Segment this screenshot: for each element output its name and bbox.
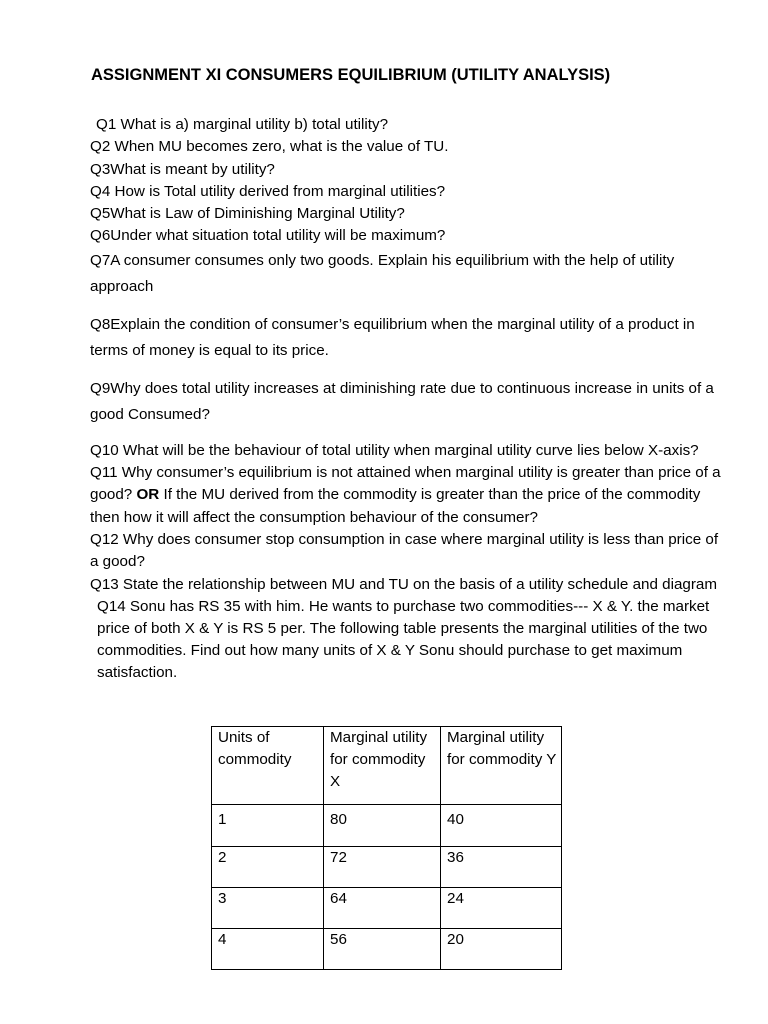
cell-units: 2: [212, 847, 324, 888]
question-2: Q2 When MU becomes zero, what is the value of TU.: [90, 138, 449, 156]
question-5: Q5What is Law of Diminishing Marginal Utility?: [90, 205, 405, 223]
question-1: Q1 What is a) marginal utility b) total utility?: [96, 116, 389, 133]
cell-mu-y: 40: [441, 805, 562, 847]
question-11: [90, 462, 726, 529]
question-14: Q14 Sonu has RS 35 with him. He wants to purchase two commodities--- X & Y. the market price of both X & Y is RS 5 per. The following table presents the marginal utilities of the two commodities. Find out how many units of X & Y Sonu should purchase to get maximum satisfaction.: [97, 597, 710, 681]
cell-units: 3: [212, 888, 324, 929]
question-9: Q9Why does total utility increases at diminishing rate due to continuous increase in units of a good Consumed?: [90, 379, 714, 423]
cell-mu-x: 80: [324, 805, 441, 847]
table-row: [212, 929, 562, 970]
cell-mu-y: 36: [441, 847, 562, 888]
table-row: [212, 888, 562, 929]
question-4: Q4 How is Total utility derived from marginal utilities?: [90, 182, 446, 200]
question-11-part-1: Q11 Why consumer’s equilibrium is not attained when marginal utility is greater than price of a good?: [90, 464, 721, 504]
header-units: Units of commodity: [212, 727, 324, 805]
table-header-row: [212, 727, 562, 805]
table-row: [212, 847, 562, 888]
header-mu-y: Marginal utility for commodity Y: [441, 727, 562, 805]
cell-mu-y: 24: [441, 888, 562, 929]
header-mu-x: Marginal utility for commodity X: [324, 727, 441, 805]
cell-mu-x: 72: [324, 847, 441, 888]
question-list: [90, 114, 726, 684]
cell-mu-x: 56: [324, 929, 441, 970]
table-row: [212, 805, 562, 847]
cell-units: 4: [212, 929, 324, 970]
question-13: Q13 State the relationship between MU and TU on the basis of a utility schedule and diagram: [90, 575, 717, 593]
cell-units: 1: [212, 805, 324, 847]
marginal-utility-table: [211, 726, 562, 970]
question-12: Q12 Why does consumer stop consumption in case where marginal utility is less than price of a good?: [90, 530, 719, 571]
assignment-title: ASSIGNMENT XI CONSUMERS EQUILIBRIUM (UTILITY ANALYSIS): [91, 66, 611, 84]
question-11-part-2: If the MU derived from the commodity is greater than the price of the commodity then how it will affect the consumption behaviour of the consumer?: [90, 486, 701, 526]
cell-mu-x: 64: [324, 888, 441, 929]
question-11-or: OR: [136, 486, 160, 504]
cell-mu-y: 20: [441, 929, 562, 970]
question-6: Q6Under what situation total utility will be maximum?: [90, 227, 446, 245]
question-8: Q8Explain the condition of consumer’s equilibrium when the marginal utility of a product in terms of money is equal to its price.: [90, 315, 695, 359]
question-7: Q7A consumer consumes only two goods. Explain his equilibrium with the help of utility approach: [90, 251, 675, 295]
question-3: Q3What is meant by utility?: [90, 160, 275, 178]
question-10: Q10 What will be the behaviour of total utility when marginal utility curve lies below X-axis?: [90, 441, 699, 459]
